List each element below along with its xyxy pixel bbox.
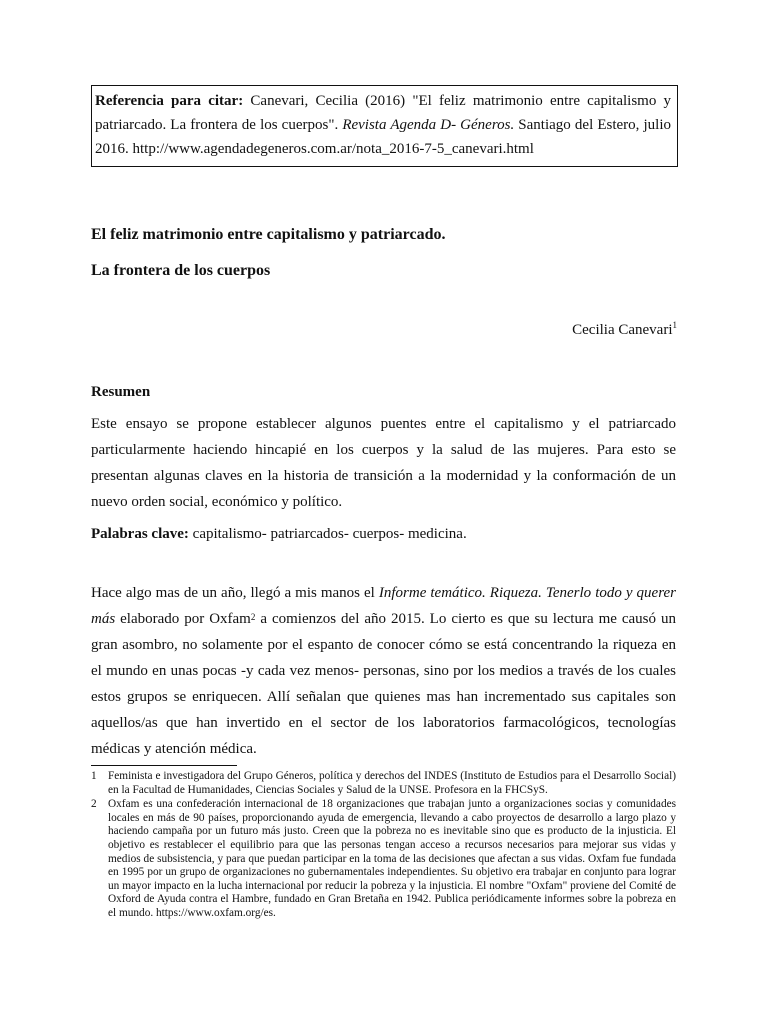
- footnote-2: [91, 798, 676, 920]
- keywords-line: [91, 521, 676, 547]
- body-footnote-mark[interactable]: 2: [250, 612, 256, 622]
- body-part3: a comienzos del año 2015. Lo cierto es que su lectura me causó un gran asombro, no solamente por el espanto de conocer cómo se está concentrando la riqueza en el mundo en unas pocas -y cada vez menos- personas, sino por los medios a través de los cuales estos grupos se enriquecen. Allí señalan que quienes mas han incrementado sus capitales son aquellos/as que han invertido en el sector de los laboratorios farmacológicos, tecnologías médicas y atención médica.: [91, 611, 676, 757]
- citation-label: Referencia para citar:: [95, 93, 244, 109]
- footnote-separator: [91, 765, 237, 766]
- footnote-number: 1: [91, 770, 97, 782]
- footnote-text: Feminista e investigadora del Grupo Géneros, política y derechos del INDES (Instituto de Estudios para el Desarrollo Social) en la Facultad de Humanidades, Ciencias Sociales y Salud de la UNSE. Profesora en la FHCSyS.: [108, 770, 676, 796]
- abstract-text: Este ensayo se propone establecer algunos puentes entre el capitalismo y el patriarcado particularmente haciendo hincapié en los cuerpos y la salud de las mujeres. Para esto se presentan algunas claves en la historia de transición a la modernidad y la conformación de un nuevo orden social, económico y político.: [91, 416, 676, 510]
- abstract-heading: Resumen: [91, 384, 151, 400]
- keywords-label: Palabras clave:: [91, 526, 189, 542]
- keywords-text: capitalismo- patriarcados- cuerpos- medicina.: [188, 526, 467, 542]
- citation-journal: Revista Agenda D- Géneros.: [342, 117, 515, 133]
- article-title: El feliz matrimonio entre capitalismo y patriarcado.: [91, 226, 446, 243]
- author-name: Cecilia Canevari: [572, 322, 673, 338]
- citation-text-after: Santiago del Estero, julio 2016. http://www.agendadegeneros.com.ar/nota_2016-7-5_canevari.html: [95, 117, 672, 157]
- body-paragraph: [91, 580, 676, 762]
- citation-text-before: Canevari, Cecilia (2016) "El feliz matrimonio entre capitalismo y patriarcado. La frontera de los cuerpos".: [95, 93, 672, 133]
- body-part1: Hace algo mas de un año, llegó a mis manos el: [91, 585, 379, 601]
- footnote-text: Oxfam es una confederación internacional de 18 organizaciones que trabajan junto a organizaciones socias y comunidades locales en más de 90 países, proporcionando ayuda de emergencia, llevando a cabo proyectos de desarrollo a largo plazo y haciendo campaña por un futuro más justo. Creen que la pobreza no es inevitable sino que es producto de la injusticia. El objetivo es restablecer el equilibrio para que las personas tengan acceso a recursos necesarios para mejorar sus vidas y medios de subsistencia, y para que puedan participar en la toma de las decisiones que afectan a sus vidas. Oxfam fue fundada en 1995 por un grupo de organizaciones no gubernamentales independientes. Su objetivo era trabajar en conjunto para lograr un mayor impacto en la lucha internacional por reducir la pobreza y la injusticia. El nombre "Oxfam" proviene del Comité de Oxford de Ayuda contra el Hambre, fundado en Gran Bretaña en 1942. Publica periódicamente informes sobre la pobreza en el mundo. https://www.oxfam.org/es.: [108, 798, 676, 919]
- author-footnote-mark[interactable]: 1: [672, 320, 677, 330]
- footnote-number: 2: [91, 798, 97, 811]
- body-part2: elaborado por Oxfam: [115, 611, 251, 627]
- footnote-1: [91, 770, 676, 797]
- article-subtitle: La frontera de los cuerpos: [91, 262, 271, 279]
- citation-box: [91, 85, 678, 167]
- author-line: [572, 322, 677, 339]
- footnotes: [91, 770, 676, 922]
- report-title: Informe temático. Riqueza. Tenerlo todo y querer más: [91, 585, 676, 627]
